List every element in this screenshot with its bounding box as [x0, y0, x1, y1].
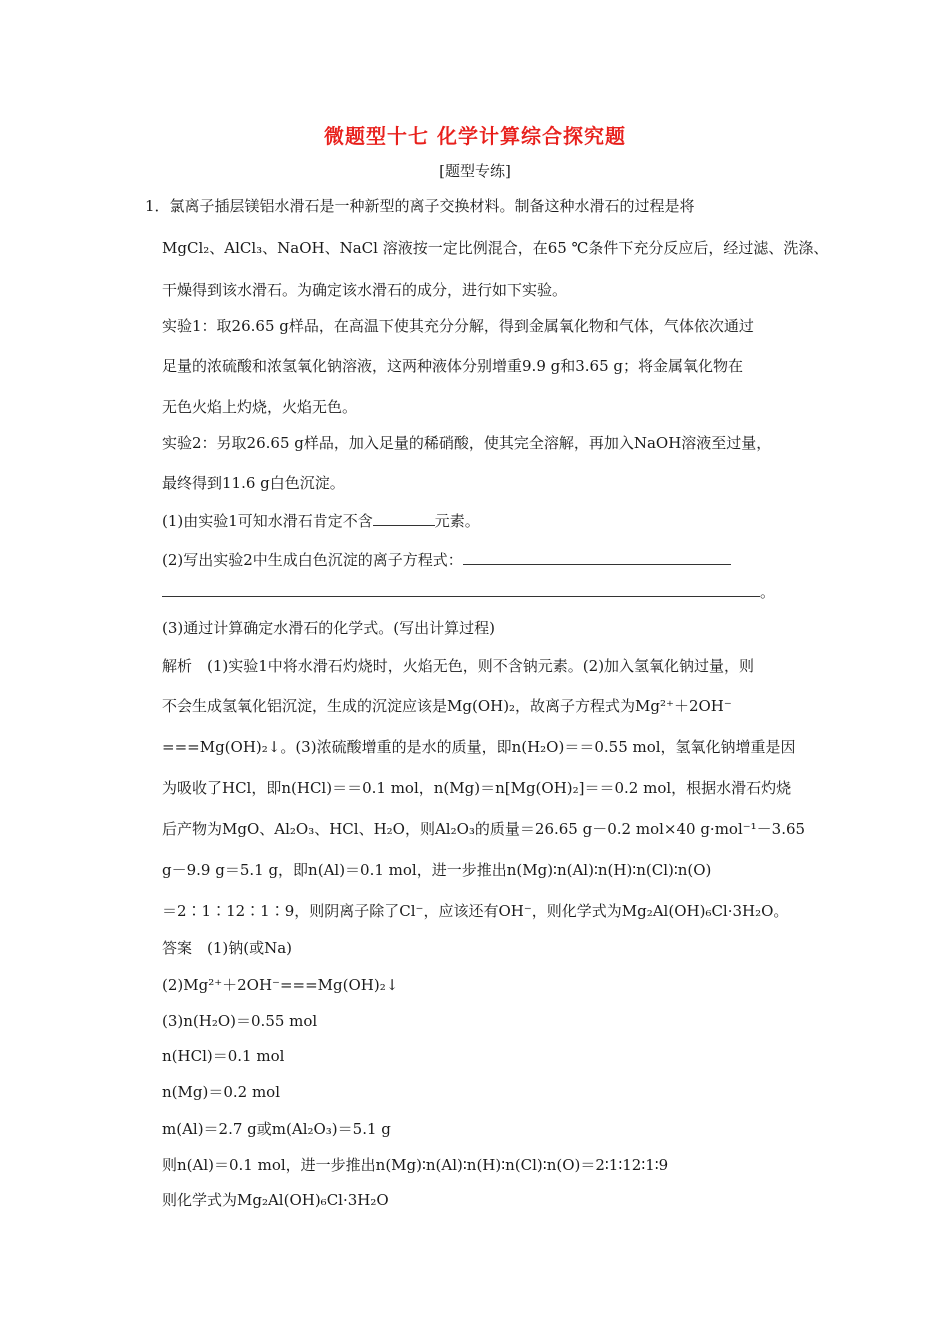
experiment1-line: 足量的浓硫酸和浓氢氧化钠溶液，这两种液体分别增重9.9 g和3.65 g；将金属氧化物在	[162, 357, 743, 375]
answer-line: m(Al)＝2.7 g或m(Al₂O₃)＝5.1 g	[162, 1120, 391, 1138]
answer-line: n(HCl)＝0.1 mol	[162, 1047, 285, 1065]
subquestion-2-text: (2)写出实验2中生成白色沉淀的离子方程式：	[162, 551, 463, 569]
analysis-line: ＝2∶1∶12∶1∶9，则阴离子除了Cl⁻，应该还有OH⁻，则化学式为Mg₂Al(OH)₆Cl·3H₂O。	[162, 902, 789, 920]
analysis-line: 后产物为MgO、Al₂O₃、HCl、H₂O，则Al₂O₃的质量＝26.65 g－0.2 mol×40 g·mol⁻¹－3.65	[162, 820, 806, 838]
analysis-line: 不会生成氢氧化铝沉淀，生成的沉淀应该是Mg(OH)₂，故离子方程式为Mg²⁺＋2OH⁻	[162, 697, 732, 715]
answer-line: (2)Mg²⁺＋2OH⁻===Mg(OH)₂↓	[162, 976, 399, 994]
subquestion-1-suffix: 元素。	[434, 512, 480, 530]
section-subtitle: [题型专练]	[439, 162, 511, 180]
answer-line: 答案 (1)钠(或Na)	[162, 939, 293, 957]
subquestion-3: (3)通过计算确定水滑石的化学式。(写出计算过程)	[162, 619, 495, 637]
analysis-line: 解析 (1)实验1中将水滑石灼烧时，火焰无色，则不含钠元素。(2)加入氢氧化钠过量，则	[162, 657, 755, 675]
answer-blank-2a[interactable]	[463, 550, 731, 565]
analysis-line: 为吸收了HCl，即n(HCl)＝＝0.1 mol，n(Mg)＝n[Mg(OH)₂]＝＝0.2 mol，根据水滑石灼烧	[162, 779, 792, 797]
answer-line: (3)n(H₂O)＝0.55 mol	[162, 1012, 318, 1030]
analysis-line: g－9.9 g＝5.1 g，即n(Al)＝0.1 mol，进一步推出n(Mg)∶n(Al)∶n(H)∶n(Cl)∶n(O)	[162, 861, 712, 879]
subquestion-1	[162, 511, 480, 531]
subquestion-1-text: (1)由实验1可知水滑石肯定不含	[162, 512, 373, 530]
question-intro-line: MgCl₂、AlCl₃、NaOH、NaCl 溶液按一定比例混合，在65 ℃条件下充分反应后，经过滤、洗涤、	[162, 239, 829, 257]
question-intro-line: 1．氯离子插层镁铝水滑石是一种新型的离子交换材料。制备这种水滑石的过程是将	[145, 197, 695, 215]
experiment2-line: 实验2：另取26.65 g样品，加入足量的稀硝酸，使其完全溶解，再加入NaOH溶液至过量，	[162, 434, 772, 452]
subquestion-2-continuation	[162, 582, 775, 602]
experiment1-line: 实验1：取26.65 g样品，在高温下使其充分分解，得到金属氧化物和气体，气体依次通过	[162, 317, 754, 335]
answer-blank-1[interactable]	[373, 511, 435, 526]
experiment2-line: 最终得到11.6 g白色沉淀。	[162, 474, 345, 492]
subquestion-2	[162, 550, 731, 570]
answer-line: 则n(Al)＝0.1 mol，进一步推出n(Mg)∶n(Al)∶n(H)∶n(Cl)∶n(O)＝2∶1∶12∶1∶9	[162, 1156, 669, 1174]
experiment1-line: 无色火焰上灼烧，火焰无色。	[162, 398, 358, 416]
answer-line: n(Mg)＝0.2 mol	[162, 1083, 281, 1101]
answer-line: 则化学式为Mg₂Al(OH)₆Cl·3H₂O	[162, 1191, 389, 1209]
page-title: 微题型十七 化学计算综合探究题	[324, 124, 626, 148]
question-intro-line: 干燥得到该水滑石。为确定该水滑石的成分，进行如下实验。	[162, 281, 568, 299]
answer-blank-2b[interactable]	[162, 582, 760, 597]
subquestion-2-end: 。	[760, 583, 776, 601]
analysis-line: ===Mg(OH)₂↓。(3)浓硫酸增重的是水的质量，即n(H₂O)＝＝0.55 mol，氢氧化钠增重是因	[162, 738, 796, 756]
